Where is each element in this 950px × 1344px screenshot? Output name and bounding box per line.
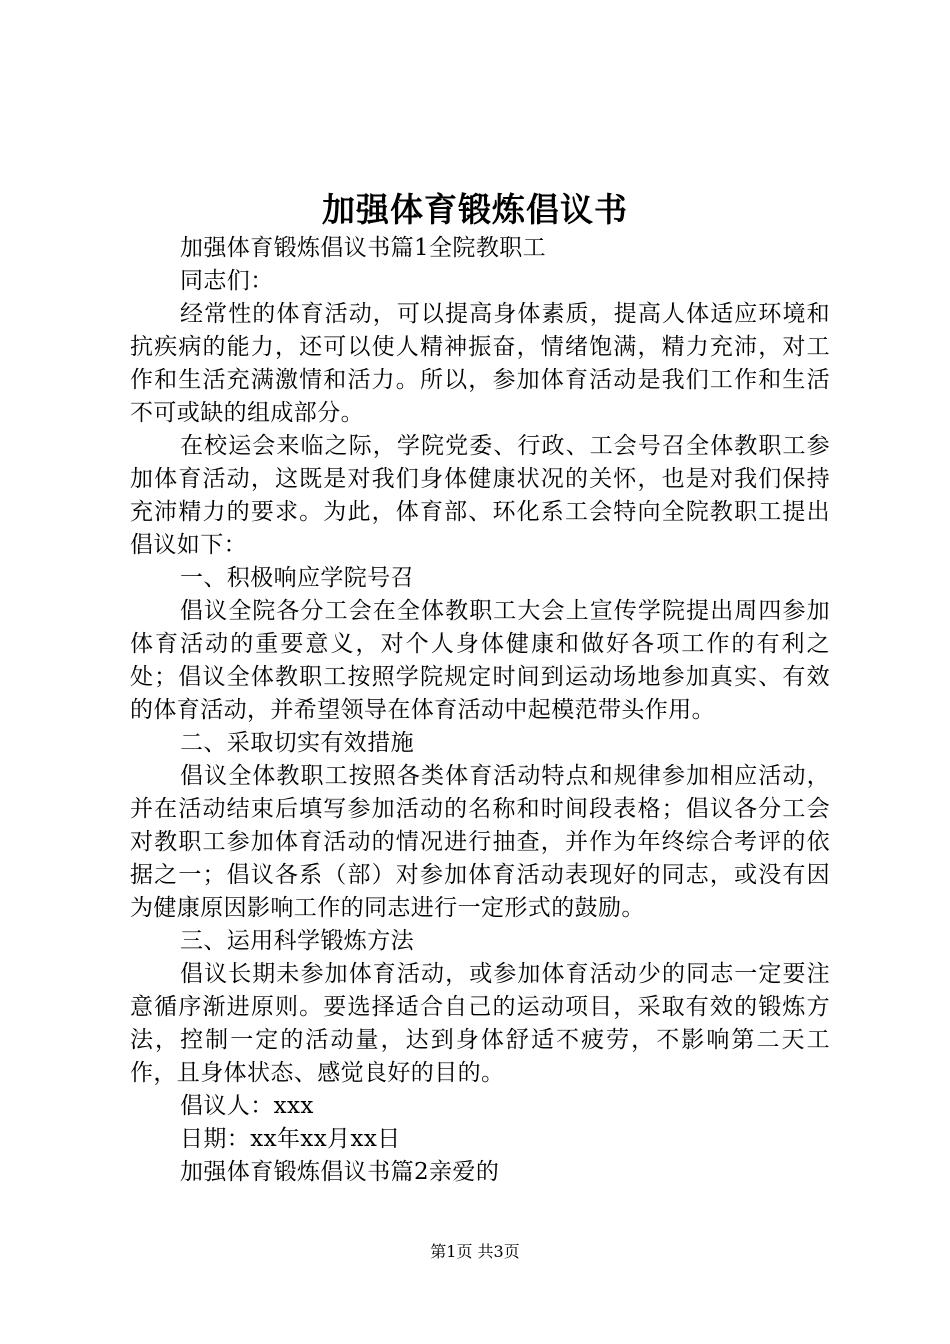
paragraph-section-1: 倡议全院各分工会在全体教职工大会上宣传学院提出周四参加体育活动的重要意义，对个人身体健康和做好各项工作的有利之处；倡议全体教职工按照学院规定时间到运动场地参加真实、有效的体育活动，并希望领导在体育活动中起模范带头作用。 [130, 598, 830, 723]
paragraph-salutation: 同志们： [180, 268, 274, 294]
section-heading-2: 二、采取切实有效措施 [180, 730, 414, 756]
page-footer: 第1页 共3页 [430, 1242, 520, 1261]
paragraph-section-2: 倡议全体教职工按照各类体育活动特点和规律参加相应活动，并在活动结束后填写参加活动的名称和时间段表格；倡议各分工会对教职工参加体育活动的情况进行抽查，并作为年终综合考评的依据之一；倡议各系（部）对参加体育活动表现好的同志，或没有因为健康原因影响工作的同志进行一定形式的鼓励。 [130, 763, 830, 921]
paragraph-next-article: 加强体育锻炼倡议书篇2亲爱的 [180, 1159, 500, 1185]
document-body [130, 232, 830, 1189]
section-heading-1: 一、积极响应学院号召 [180, 565, 414, 591]
signature-line: 倡议人：xxx [180, 1093, 314, 1119]
paragraph-section-3: 倡议长期未参加体育活动，或参加体育活动少的同志一定要注意循序渐进原则。要选择适合自己的运动项目，采取有效的锻炼方法，控制一定的活动量，达到身体舒适不疲劳，不影响第二天工作，且身体状态、感觉良好的目的。 [130, 961, 830, 1086]
date-line: 日期：xx年xx月xx日 [180, 1126, 401, 1152]
document-title: 加强体育锻炼倡议书 [322, 190, 628, 229]
section-heading-3: 三、运用科学锻炼方法 [180, 928, 414, 954]
paragraph-call: 在校运会来临之际，学院党委、行政、工会号召全体教职工参加体育活动，这既是对我们身体健康状况的关怀，也是对我们保持充沛精力的要求。为此，体育部、环化系工会特向全院教职工提出倡议如下： [130, 433, 830, 558]
paragraph-intro: 经常性的体育活动，可以提高身体素质，提高人体适应环境和抗疾病的能力，还可以使人精神振奋，情绪饱满，精力充沛，对工作和生活充满激情和活力。所以，参加体育活动是我们工作和生活不可或缺的组成部分。 [130, 301, 830, 426]
paragraph-heading-line: 加强体育锻炼倡议书篇1全院教职工 [180, 235, 547, 261]
